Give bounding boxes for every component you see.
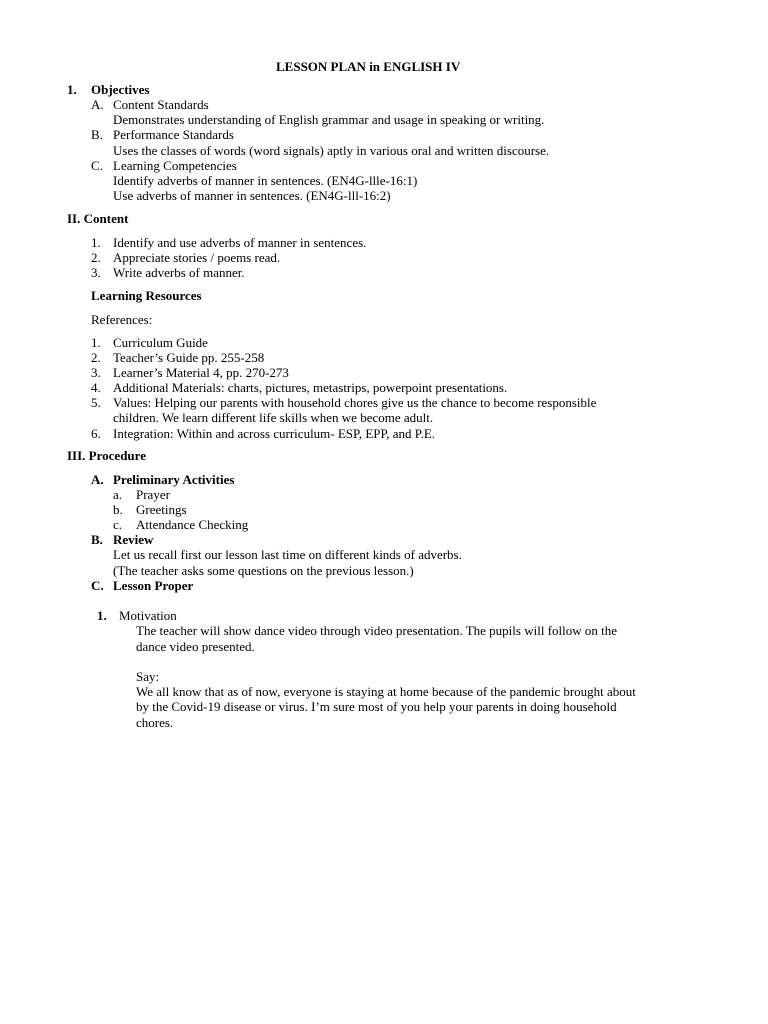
reference-item: Integration: Within and across curriculum- ESP, EPP, and P.E. [113, 426, 436, 441]
motivation-text: dance video presented. [136, 639, 255, 654]
reference-number: 4. [91, 380, 101, 395]
content-standards-label: Content Standards [113, 97, 209, 112]
performance-standards-label: Performance Standards [113, 127, 234, 142]
reference-item: Values: Helping our parents with household chores give us the chance to become responsible [113, 395, 597, 410]
learning-competency-2: Use adverbs of manner in sentences. (EN4G-lll-16:2) [113, 188, 391, 203]
preliminary-activities-letter: A. [91, 472, 104, 487]
preliminary-item-letter: b. [113, 502, 123, 517]
review-label: Review [113, 532, 154, 547]
reference-item: Curriculum Guide [113, 335, 208, 350]
say-text: by the Covid-19 disease or virus. I’m sure most of you help your parents in doing household [136, 699, 617, 714]
preliminary-item: Attendance Checking [136, 517, 249, 532]
motivation-text: The teacher will show dance video through video presentation. The pupils will follow on the [136, 623, 618, 638]
review-letter: B. [91, 532, 103, 547]
content-standards-text: Demonstrates understanding of English grammar and usage in speaking or writing. [113, 112, 545, 127]
reference-item: Additional Materials: charts, pictures, metastrips, powerpoint presentations. [113, 380, 508, 395]
content-item-number: 2. [91, 250, 101, 265]
reference-number: 2. [91, 350, 101, 365]
review-text: Let us recall first our lesson last time on different kinds of adverbs. [113, 547, 462, 562]
reference-number: 3. [91, 365, 101, 380]
procedure-heading: III. Procedure [67, 448, 146, 463]
document-title: LESSON PLAN in ENGLISH IV [276, 59, 461, 74]
preliminary-item: Greetings [136, 502, 187, 517]
objectives-number: 1. [67, 82, 77, 97]
references-label: References: [91, 312, 153, 327]
lesson-proper-letter: C. [91, 578, 104, 593]
say-label: Say: [136, 669, 160, 684]
review-text: (The teacher asks some questions on the previous lesson.) [113, 563, 414, 578]
reference-item: Teacher’s Guide pp. 255-258 [113, 350, 265, 365]
reference-number: 1. [91, 335, 101, 350]
lesson-proper-label: Lesson Proper [113, 578, 194, 593]
learning-competencies-label: Learning Competencies [113, 158, 237, 173]
preliminary-activities-label: Preliminary Activities [113, 472, 235, 487]
reference-number: 5. [91, 395, 101, 410]
content-heading: II. Content [67, 211, 129, 226]
learning-competencies-letter: C. [91, 158, 103, 173]
reference-number: 6. [91, 426, 101, 441]
objectives-heading: Objectives [91, 82, 150, 97]
learning-resources-heading: Learning Resources [91, 288, 202, 303]
learning-competency-1: Identify adverbs of manner in sentences. (EN4G-llle-16:1) [113, 173, 418, 188]
reference-item: Learner’s Material 4, pp. 270-273 [113, 365, 289, 380]
preliminary-item-letter: c. [113, 517, 123, 532]
performance-standards-text: Uses the classes of words (word signals) aptly in various oral and written discourse. [113, 143, 550, 158]
reference-item-continued: children. We learn different life skills when we become adult. [113, 410, 434, 425]
content-standards-letter: A. [91, 97, 104, 112]
motivation-label: Motivation [119, 608, 177, 623]
content-item-number: 3. [91, 265, 101, 280]
content-item: Identify and use adverbs of manner in sentences. [113, 235, 367, 250]
content-item-number: 1. [91, 235, 101, 250]
say-text: We all know that as of now, everyone is staying at home because of the pandemic brought about [136, 684, 636, 699]
say-text: chores. [136, 715, 174, 730]
content-item: Write adverbs of manner. [113, 265, 245, 280]
preliminary-item-letter: a. [113, 487, 123, 502]
performance-standards-letter: B. [91, 127, 103, 142]
content-item: Appreciate stories / poems read. [113, 250, 281, 265]
motivation-number: 1. [97, 608, 107, 623]
preliminary-item: Prayer [136, 487, 170, 502]
